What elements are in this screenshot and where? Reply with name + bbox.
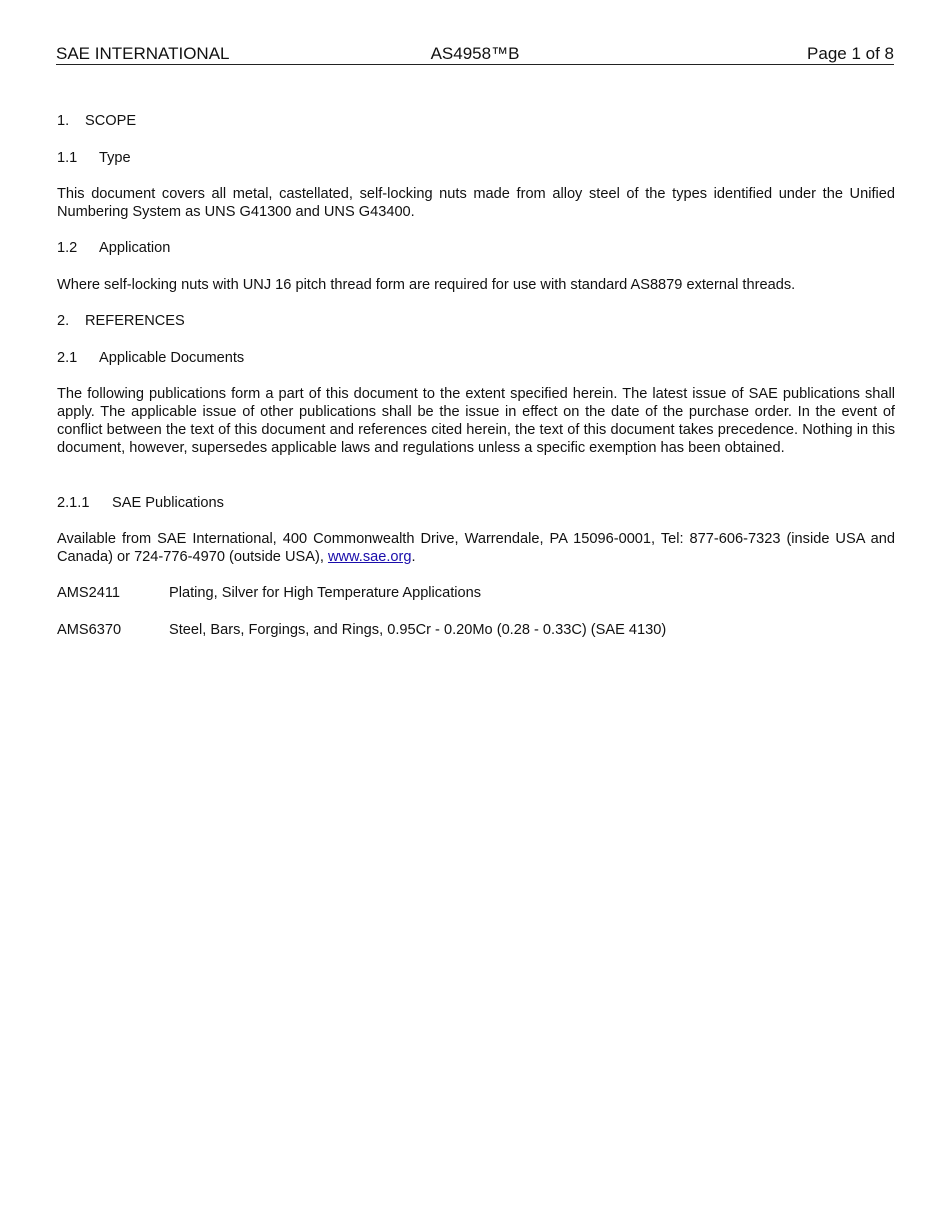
- header-organization: SAE INTERNATIONAL: [56, 44, 230, 63]
- reference-code: AMS2411: [57, 585, 121, 601]
- availability-text: Available from SAE International, 400 Commonwealth Drive, Warrendale, PA 15096-0001, Tel: 877-606-7323 (inside USA and Canada) or 724-776-4970 (outside USA),: [57, 531, 895, 565]
- section-title: SAE Publications: [112, 495, 224, 511]
- section-title: SCOPE: [85, 113, 137, 129]
- page-header: [56, 44, 894, 65]
- sae-website-link[interactable]: www.sae.org: [327, 549, 412, 565]
- section-number: 1.: [57, 113, 70, 129]
- section-title: Applicable Documents: [99, 350, 245, 366]
- section-heading-2-1-1: [57, 494, 895, 512]
- section-title: Type: [99, 150, 131, 166]
- paragraph-sae-publications: [57, 530, 895, 566]
- header-page-number: Page 1 of 8: [807, 44, 894, 63]
- section-heading-1-2: [57, 239, 895, 257]
- period: .: [411, 549, 416, 565]
- section-heading-1-1: [57, 149, 895, 167]
- reference-item: [57, 584, 895, 602]
- reference-code: AMS6370: [57, 622, 122, 638]
- section-number: 1.1: [57, 150, 78, 166]
- section-number: 2.1: [57, 350, 78, 366]
- section-heading-2: [57, 312, 895, 330]
- section-number: 1.2: [57, 240, 78, 256]
- section-heading-1: [57, 112, 895, 130]
- section-title: REFERENCES: [85, 313, 185, 329]
- header-document-number: AS4958™B: [430, 44, 520, 63]
- section-number: 2.1.1: [57, 495, 90, 511]
- reference-title: Plating, Silver for High Temperature Applications: [169, 585, 482, 601]
- reference-item: [57, 621, 895, 639]
- paragraph-applicable-documents: The following publications form a part of this document to the extent specified herein. The latest issue of SAE publications shall apply. The applicable issue of other publications shall be the issue in effect on the date of the purchase order. In the event of conflict between the text of this document and references cited herein, the text of this document takes precedence. Nothing in this document, however, supersedes applicable laws and regulations unless a specific exemption has been obtained.: [57, 386, 895, 456]
- paragraph-type: This document covers all metal, castellated, self-locking nuts made from alloy steel of the types identified under the Unified Numbering System as UNS G41300 and UNS G43400.: [57, 186, 895, 220]
- reference-title: Steel, Bars, Forgings, and Rings, 0.95Cr - 0.20Mo (0.28 - 0.33C) (SAE 4130): [169, 622, 667, 638]
- paragraph-application: Where self-locking nuts with UNJ 16 pitch thread form are required for use with standard AS8879 external threads.: [57, 277, 796, 293]
- section-heading-2-1: [57, 349, 895, 367]
- section-title: Application: [99, 240, 171, 256]
- section-number: 2.: [57, 313, 70, 329]
